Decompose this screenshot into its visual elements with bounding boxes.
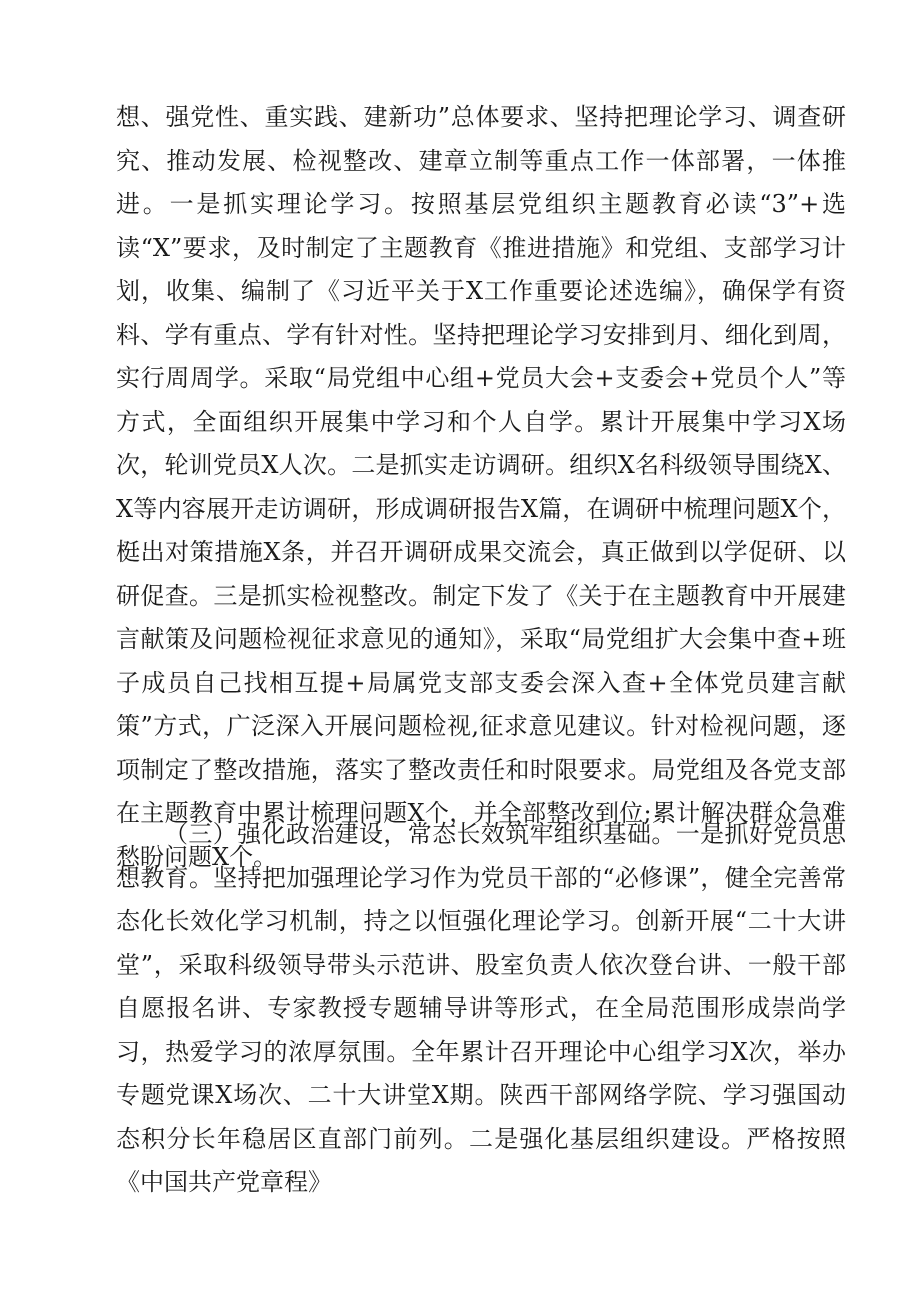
body-paragraph-2: （三）强化政治建设，常态长效筑牢组织基础。一是抓好党员思想教育。坚持把加强理论学习作为党员干部的“必修课”，健全完善常态化长效化学习机制，持之以恒强化理论学习。创新开展“二十大讲堂”，采取科级领导带头示范讲、股室负责人依次登台讲、一般干部自愿报名讲、专家教授专题辅导讲等形式，在全局范围形成崇尚学习，热爱学习的浓厚氛围。全年累计召开理论中心组学习X次，举办专题党课X场次、二十大讲堂X期。陕西干部网络学院、学习强国动态积分长年稳居区直部门前列。二是强化基层组织建设。严格按照《中国共产党章程》 <box>116 820 846 1196</box>
body-paragraph-1: 想、强党性、重实践、建新功”总体要求、坚持把理论学习、调查研究、推动发展、检视整改、建章立制等重点工作一体部署，一体推进。一是抓实理论学习。按照基层党组织主题教育必读“3”+选读“X”要求，及时制定了主题教育《推进措施》和党组、支部学习计划，收集、编制了《习近平关于X工作重要论述选编》，确保学有资料、学有重点、学有针对性。坚持把理论学习安排到月、细化到周，实行周周学。采取“局党组中心组+党员大会+支委会+党员个人”等方式，全面组织开展集中学习和个人自学。累计开展集中学习X场次，轮训党员X人次。二是抓实走访调研。组织X名科级领导围绕X、X等内容展开走访调研，形成调研报告X篇，在调研中梳理问题X个，梃出对策措施X条，并召开调研成果交流会，真正做到以学促研、以研促查。三是抓实检视整改。制定下发了《关于在主题教育中开展建言献策及问题检视征求意见的通知》，采取“局党组扩大会集中查+班子成员自己找相互提+局属党支部支委会深入查+全体党员建言献策”方式，广泛深入开展问题检视,征求意见建议。针对检视问题，逐项制定了整改措施，落实了整改责任和时限要求。局党组及各党支部在主题教育中累计梳理问题X个，并全部整改到位;累计解决群众急难愁盼问题X个。 <box>116 103 846 871</box>
